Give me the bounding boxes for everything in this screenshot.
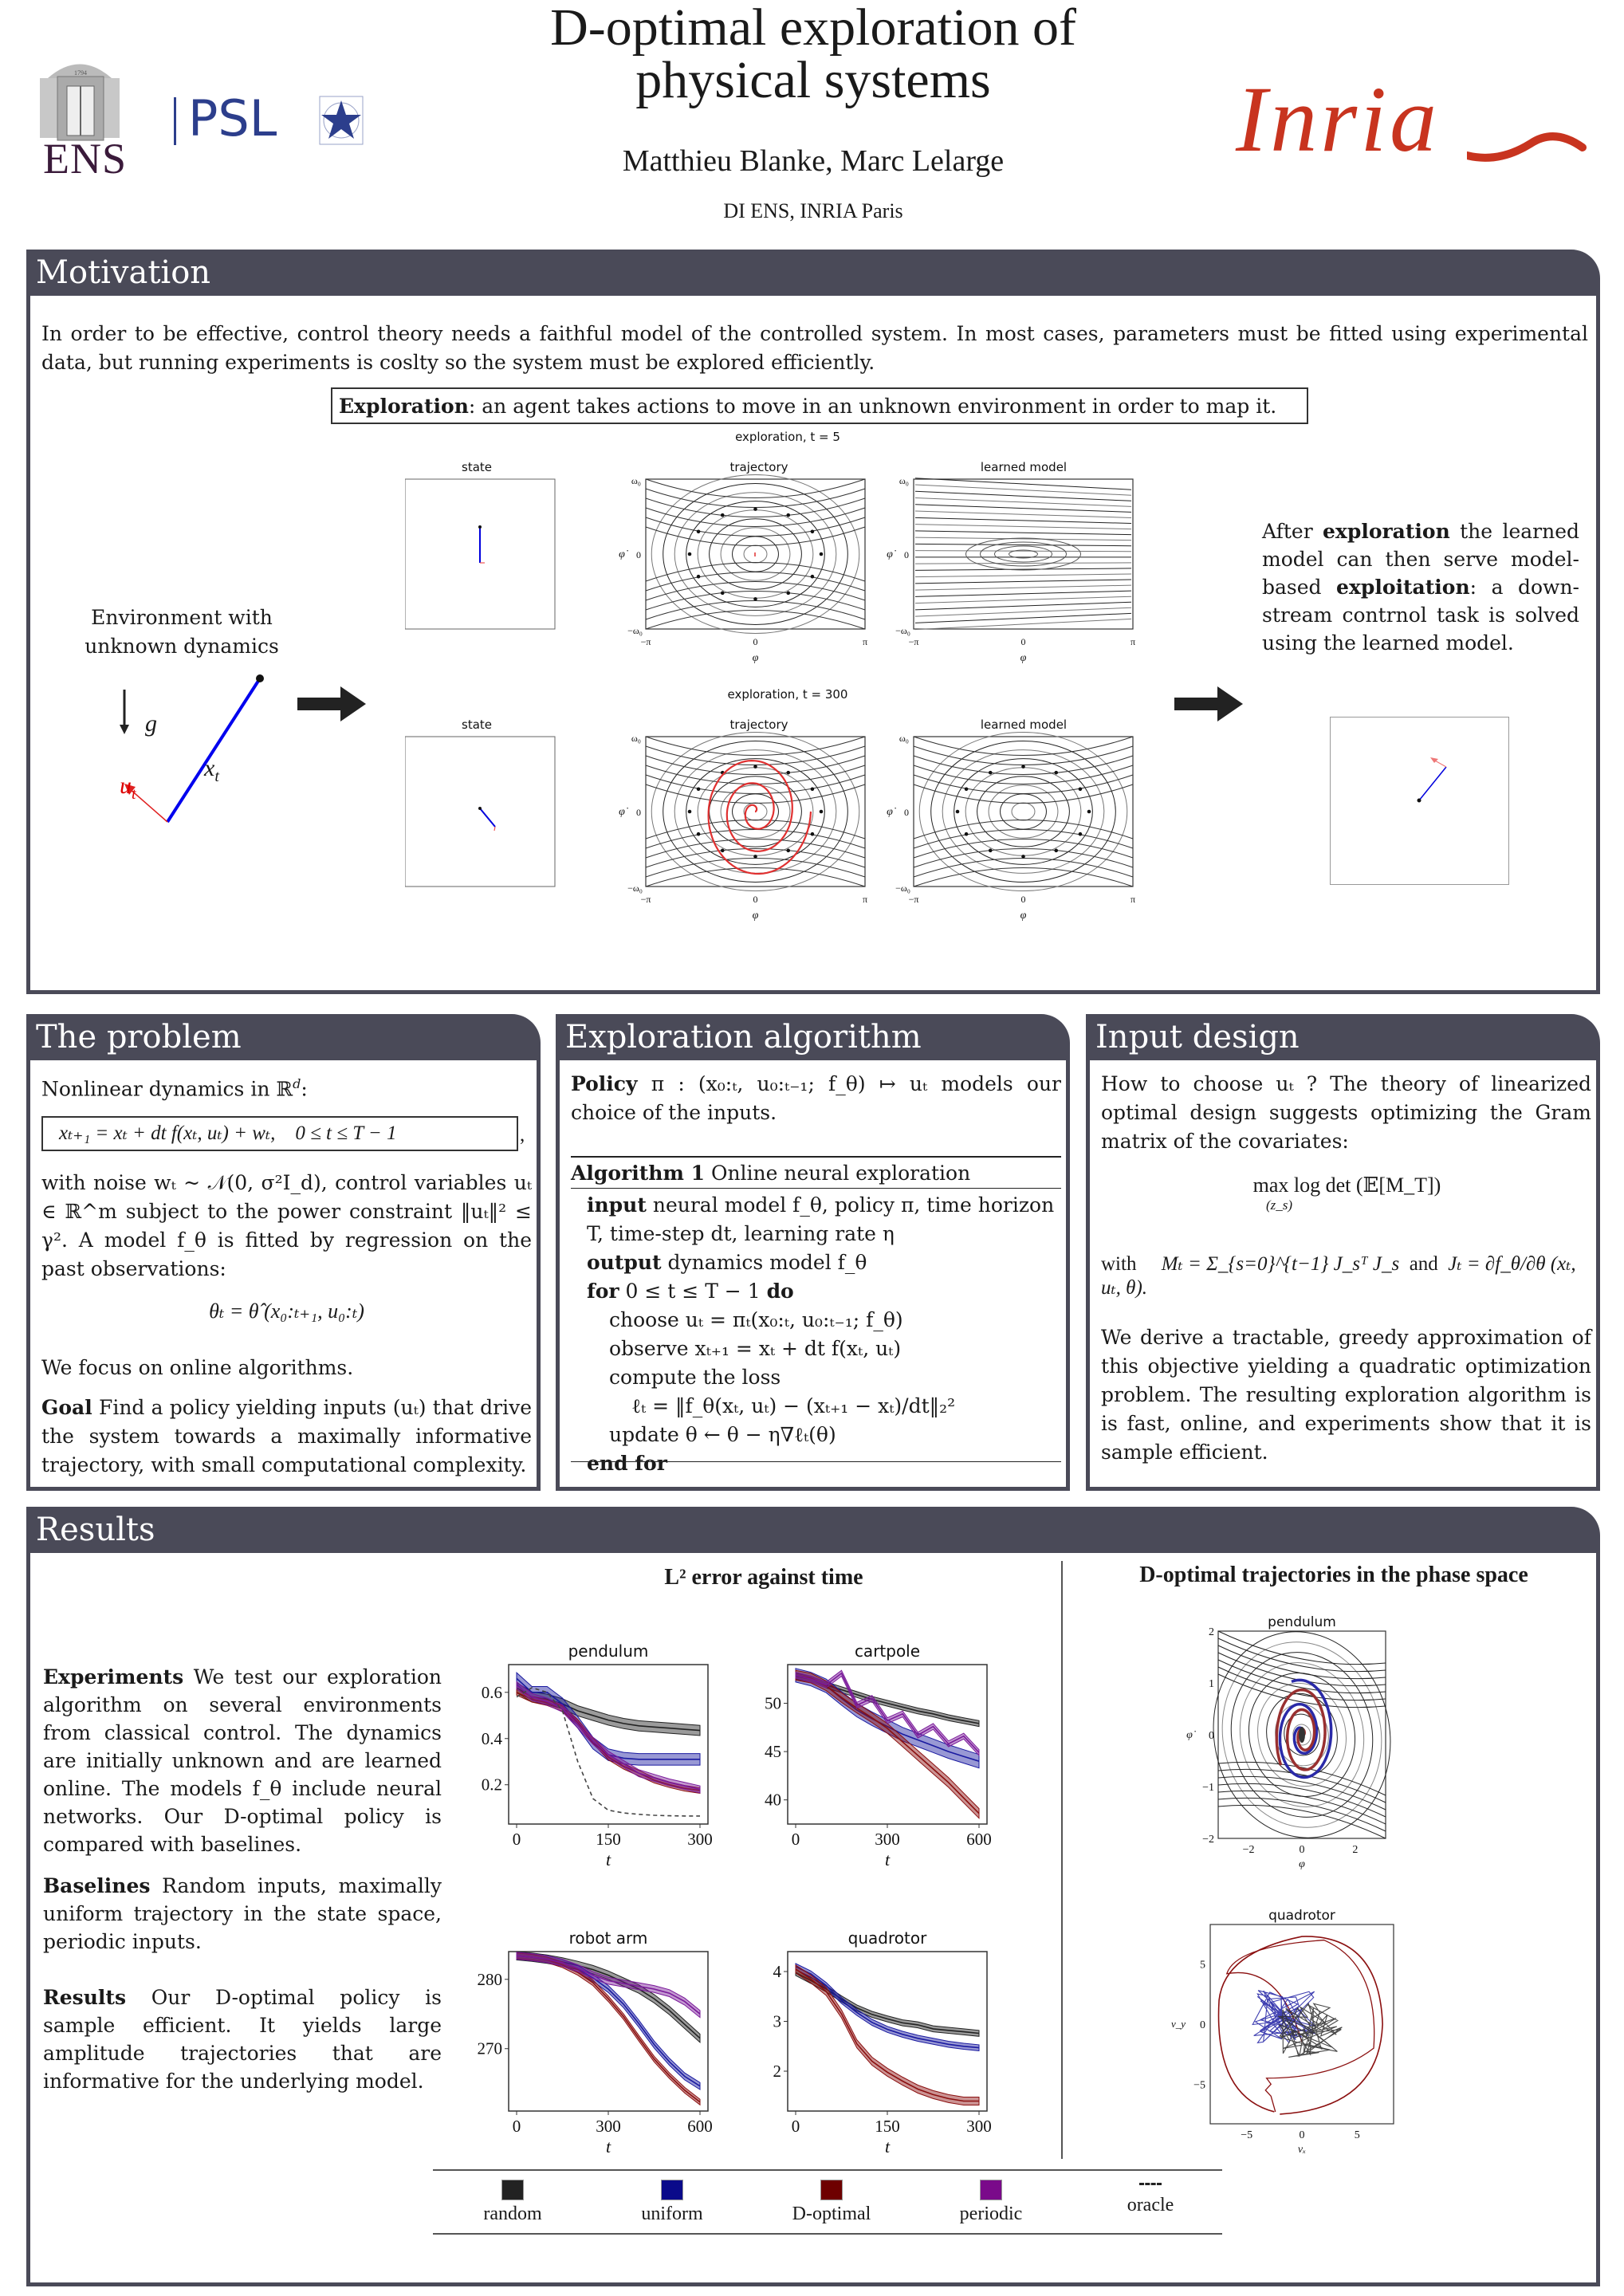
legend-label: oracle (1127, 2195, 1174, 2215)
inria-wordmark: Inria (1236, 67, 1440, 171)
problem-block (26, 1060, 541, 1491)
exploration-row (405, 681, 1170, 936)
tick-label: 0 (753, 636, 758, 647)
tick-label: −ω₀ (895, 883, 910, 894)
y-axis-label: v_y (1170, 2018, 1186, 2030)
algorithm-caption: Algorithm 1 Online neural exploration (571, 1162, 971, 1185)
motivation-block (26, 296, 1600, 994)
stream-arrow-icon (811, 575, 815, 579)
x-tick-label: 0 (791, 1830, 800, 1849)
poster-title (383, 2, 1244, 107)
x-tick-label: 0 (791, 2117, 800, 2136)
stream-arrow-icon (820, 552, 824, 556)
algorithm-line: ℓₜ = ‖f_θ(xₜ, uₜ) − (xₜ₊₁ − xₜ)/dt‖₂² (631, 1394, 956, 1417)
arrow-right-icon (297, 686, 369, 721)
chart-title: quadrotor (1268, 1908, 1335, 1924)
l2-error-charts (461, 1601, 1051, 2183)
line-chart-robot-arm (478, 1928, 713, 2156)
axis-label: φ̇ (887, 806, 893, 818)
algorithm-block (556, 1060, 1070, 1491)
pendulum-mass (478, 525, 482, 529)
exploration-row (405, 423, 1170, 678)
x-axis-label: t (605, 1850, 611, 1869)
algorithm-line: choose uₜ = πₜ(x₀:ₜ, u₀:ₜ₋₁; f_θ) (609, 1308, 903, 1331)
panel-title: trajectory (729, 718, 788, 732)
tick-label: π (862, 894, 868, 905)
panel-title: state (462, 460, 492, 474)
environment-label (46, 603, 317, 661)
axis-label: φ̇ (619, 806, 625, 818)
env-label-line2: unknown dynamics (85, 635, 279, 658)
y-tick-label: 50 (765, 1693, 781, 1713)
motivation-title: Motivation (36, 254, 211, 291)
axis-label: φ (1020, 652, 1027, 664)
arrow-right-icon (1174, 686, 1246, 721)
legend-item-uniform (624, 2180, 720, 2225)
y-tick-label: −2 (1202, 1834, 1214, 1846)
x-tick-label: 300 (966, 2117, 992, 2136)
line-chart-quadrotor (773, 1928, 992, 2156)
problem-intro: Nonlinear dynamics in ℝ$^d$: (41, 1076, 308, 1101)
pendulum-rod (167, 678, 260, 822)
stream-arrow-icon (786, 513, 790, 517)
tick-label: −π (908, 894, 919, 905)
legend-item-oracle (1103, 2180, 1198, 2216)
input-design-intro: How to choose uₜ ? The theory of linearized optimal design suggests optimizing the Gram matrix of the covariates: (1101, 1072, 1591, 1153)
plot-frame (914, 479, 1133, 629)
tick-label: 0 (1020, 894, 1026, 905)
stream-arrow-icon (697, 575, 701, 579)
tick-label: −ω₀ (627, 625, 643, 636)
stream-arrow-icon (786, 592, 790, 596)
legend-label: uniform (641, 2204, 703, 2224)
stream-arrow-icon (786, 849, 790, 853)
stream-arrow-icon (989, 849, 993, 853)
y-tick-label: 0.4 (481, 1728, 502, 1748)
problem-focus: We focus on online algorithms. (41, 1356, 354, 1379)
tick-label: −ω₀ (627, 883, 643, 894)
legend-label: random (483, 2204, 542, 2224)
algorithm-body (571, 1191, 1061, 1478)
theta-equation: θₜ = θ̂ (x₀:ₜ₊₁, u₀:ₜ) (209, 1299, 364, 1323)
stream-arrow-icon (811, 832, 815, 836)
chart-title: pendulum (1268, 1614, 1336, 1630)
x-tick-label: 150 (596, 1830, 621, 1849)
control-label: $u_t$ (120, 773, 136, 803)
x-tick-label: 300 (687, 1830, 713, 1849)
x-axis-label: vₓ (1297, 2144, 1307, 2156)
tick-label: 0 (636, 549, 641, 560)
axis-label: φ (752, 652, 759, 664)
chart-title: quadrotor (847, 1928, 927, 1948)
stream-arrow-icon (956, 810, 960, 814)
tick-label: π (1130, 894, 1136, 905)
title-line-2: physical systems (635, 51, 991, 109)
tick-label: 0 (904, 549, 909, 560)
pendulum-diagram (78, 670, 285, 830)
stream-arrow-icon (1079, 832, 1083, 836)
phase-quadrotor-chart (1162, 1896, 1497, 2167)
pendulum-mass (256, 674, 264, 682)
panel-title: trajectory (729, 460, 788, 474)
stream-arrow-icon (753, 597, 757, 601)
ens-logo (32, 54, 151, 182)
psl-wordmark: PSL (188, 89, 277, 147)
tick-label: π (862, 636, 868, 647)
stream-arrow-icon (989, 771, 993, 775)
y-tick-label: 1 (1209, 1678, 1214, 1690)
y-axis-label: φ̇ (1186, 1729, 1193, 1741)
stream-arrow-icon (1087, 810, 1091, 814)
plot-frame (914, 737, 1133, 887)
stream-arrow-icon (697, 788, 701, 792)
algorithm-line: end for (587, 1452, 667, 1475)
gram-matrix-definition: with Mₜ = Σ_{s=0}^{t−1} J_sᵀ J_s and Jₜ = ∂f_θ/∂θ (xₜ, uₜ, θ). (1101, 1253, 1576, 1299)
x-tick-label: 0 (512, 1830, 521, 1849)
tick-label: ω₀ (899, 733, 909, 744)
line-chart-cartpole (765, 1641, 992, 1869)
y-tick-label: −1 (1202, 1782, 1214, 1794)
x-tick-label: 5 (1354, 2129, 1360, 2141)
state-panel (405, 737, 555, 887)
equation-comma: , (520, 1124, 525, 1146)
tick-label: 0 (1020, 636, 1026, 647)
legend-swatch (820, 2180, 843, 2200)
panel-title: learned model (980, 460, 1068, 474)
pendulum-mass (478, 807, 482, 810)
legend-swatch (980, 2180, 1002, 2200)
line-chart-pendulum (482, 1641, 713, 1869)
tick-label: 0 (904, 807, 909, 818)
stream-arrow-icon (753, 855, 757, 859)
legend-swatch (661, 2180, 683, 2200)
stream-arrow-icon (753, 765, 757, 769)
x-tick-label: −2 (1242, 1844, 1255, 1856)
stream-arrow-icon (1021, 765, 1025, 769)
psl-divider (174, 97, 176, 145)
tick-label: −π (640, 894, 651, 905)
stream-arrow-icon (721, 592, 725, 596)
stream-arrow-icon (1054, 849, 1058, 853)
stream-arrow-icon (721, 513, 725, 517)
inria-swoosh-icon (1467, 120, 1587, 167)
y-tick-label: 0.2 (481, 1775, 502, 1795)
x-axis-label: φ (1299, 1858, 1305, 1870)
x-tick-label: 0 (512, 2117, 521, 2136)
phase-pendulum-chart (1162, 1601, 1497, 1888)
y-tick-label: 280 (477, 1969, 502, 1989)
legend (433, 2175, 1222, 2231)
input-design-header (1086, 1014, 1600, 1060)
exploration-caption: exploration, t = 5 (735, 430, 840, 444)
input-design-block (1086, 1060, 1600, 1491)
legend-item-random (465, 2180, 560, 2225)
results-experiments: Experiments We test our exploration algorithm on several environments from classical control. The dynamics are initially unknown and are learned online. The models f_θ include neural networks. Our D-optimal policy is compared with baselines. (43, 1665, 442, 1856)
algorithm-line: update θ ← θ − η∇ℓₜ(θ) (609, 1423, 836, 1446)
tick-label: 0 (636, 807, 641, 818)
y-tick-label: 3 (773, 2011, 781, 2031)
psl-logo (174, 91, 373, 147)
algorithm-title: Exploration algorithm (565, 1019, 922, 1056)
tick-label: ω₀ (631, 475, 641, 486)
y-tick-label: 0.6 (481, 1682, 502, 1702)
y-tick-label: 2 (1209, 1626, 1214, 1638)
motivation-header (26, 250, 1600, 296)
algorithm-line: observe xₜ₊₁ = xₜ + dt f(xₜ, uₜ) (609, 1337, 902, 1360)
legend-rule-bottom (433, 2233, 1222, 2235)
stream-arrow-icon (721, 849, 725, 853)
exploitation-state-panel (1330, 717, 1510, 886)
y-tick-label: 2 (773, 2062, 781, 2081)
tick-label: ω₀ (631, 733, 641, 744)
axis-label: φ̇ (619, 548, 625, 560)
state-label: $x_t$ (204, 755, 219, 785)
problem-noise-text: with noise wₜ ~ 𝒩(0, σ²I_d), control variables uₜ ∈ ℝ^m subject to the power constraint ‖uₜ‖² ≤ γ². A model f_θ is fitted by regression on the past observations: (41, 1171, 532, 1280)
stream-arrow-icon (965, 788, 969, 792)
x-tick-label: 300 (875, 1830, 900, 1849)
d-optimal-objective: max log det (𝔼[M_T]) (z_s) (1252, 1174, 1441, 1213)
legend-item-periodic (943, 2180, 1039, 2225)
x-tick-label: 300 (596, 2117, 621, 2136)
psl-star-icon (319, 96, 364, 145)
panel-title: learned model (980, 718, 1068, 732)
algorithm-rule-top (571, 1156, 1061, 1158)
algorithm-line: for 0 ≤ t ≤ T − 1 do (587, 1280, 794, 1303)
results-summary: Results Our D-optimal policy is sample efficient. It yields large amplitude trajectories that are informative for the underlying model. (43, 1986, 442, 2093)
authors: Matthieu Blanke, Marc Lelarge (622, 144, 1005, 178)
ens-wordmark: ENS (43, 135, 128, 183)
legend-label: D-optimal (792, 2204, 871, 2224)
y-tick-label: 0 (1209, 1730, 1214, 1742)
x-axis-label: t (605, 2137, 611, 2156)
legend-label: periodic (959, 2204, 1023, 2224)
x-tick-label: 2 (1352, 1844, 1359, 1856)
y-tick-label: 45 (765, 1742, 781, 1762)
y-tick-label: 5 (1200, 1959, 1205, 1972)
motivation-paragraph: In order to be effective, control theory needs a faithful model of the controlled system. In most cases, parameters must be fitted using experimental data, but running experiments is coslty so the system must be explored efficiently. (41, 322, 1588, 374)
x-tick-label: −5 (1241, 2129, 1253, 2141)
algorithm-rule-mid (571, 1188, 1061, 1189)
tick-label: −π (640, 636, 651, 647)
exploitation-text: After exploration the learned model can then serve model-based exploitation: a down-stream contrnol task is solved using the learned model. (1262, 520, 1579, 655)
results-block (26, 1553, 1600, 2286)
phase-space-title: D-optimal trajectories in the phase space (1139, 1563, 1528, 1587)
algorithm-header (556, 1014, 1070, 1060)
stream-arrow-icon (1054, 771, 1058, 775)
x-tick-label: 600 (966, 1830, 992, 1849)
chart-title: robot arm (568, 1928, 648, 1948)
chart-title: pendulum (568, 1641, 649, 1661)
results-baselines: Baselines Random inputs, maximally uniform trajectory in the state space, periodic inputs. (43, 1874, 442, 1953)
stream-arrow-icon (811, 788, 815, 792)
x-axis-label: t (884, 1850, 891, 1869)
stream-arrow-icon (1079, 788, 1083, 792)
tick-label: −ω₀ (895, 625, 910, 636)
stream-arrow-icon (786, 771, 790, 775)
title-line-1: D-optimal exploration of (550, 0, 1076, 57)
input-design-conclusion: We derive a tractable, greedy approximation of this objective yielding a quadratic optimization problem. The resulting exploration algorithm is is fast, online, and experiments show that it is sample efficient. (1101, 1326, 1591, 1464)
panel-title: state (462, 718, 492, 732)
env-label-line1: Environment with (91, 606, 273, 629)
stream-arrow-icon (688, 552, 692, 556)
stream-arrow-icon (820, 810, 824, 814)
stream-arrow-icon (753, 507, 757, 511)
stream-arrow-icon (1021, 855, 1025, 859)
algorithm-line: compute the loss (609, 1366, 781, 1389)
stream-arrow-icon (811, 530, 815, 534)
results-title: Results (36, 1512, 155, 1548)
stream-arrow-icon (965, 832, 969, 836)
problem-header (26, 1014, 541, 1060)
y-tick-label: 270 (477, 2038, 502, 2058)
axis-label: φ (752, 910, 759, 922)
tick-label: −π (908, 636, 919, 647)
tick-label: π (1130, 636, 1136, 647)
results-divider (1061, 1561, 1063, 2159)
axis-label: φ̇ (887, 548, 893, 560)
gravity-label: g⃗ (145, 710, 176, 737)
policy-definition: Policy π : (x₀:ₜ, u₀:ₜ₋₁; f_θ) ↦ uₜ models our choice of the inputs. (571, 1072, 1061, 1124)
y-tick-label: 4 (773, 1962, 781, 1981)
dynamics-equation: xₜ₊₁ = xₜ + dt f(xₜ, uₜ) + wₜ, 0 ≤ t ≤ T − 1 (41, 1116, 518, 1151)
exploration-rest: : an agent takes actions to move in an unknown environment in order to map it. (468, 395, 1277, 418)
x-axis-label: t (884, 2137, 891, 2156)
affiliation: DI ENS, INRIA Paris (723, 199, 903, 222)
y-tick-label: 40 (765, 1790, 781, 1810)
legend-rule-top (433, 2169, 1222, 2171)
tick-label: 0 (753, 894, 758, 905)
y-tick-label: 0 (1200, 2019, 1205, 2031)
algorithm-line: output dynamics model f_θ (587, 1251, 867, 1274)
problem-title: The problem (36, 1019, 242, 1056)
x-tick-label: 0 (1299, 2129, 1305, 2141)
input-design-title: Input design (1095, 1019, 1300, 1056)
algorithm-line: input neural model f_θ, policy π, time horizon T, time-step dt, learning rate η (587, 1193, 1055, 1245)
stream-arrow-icon (697, 832, 701, 836)
inria-logo (1236, 64, 1587, 183)
exploration-caption: exploration, t = 300 (727, 687, 848, 702)
algorithm-rule-bottom (571, 1461, 1061, 1462)
x-tick-label: 0 (1299, 1844, 1305, 1856)
equilibrium-marker (1299, 1727, 1305, 1743)
l2-error-title: L² error against time (664, 1565, 863, 1590)
axis-label: φ (1020, 910, 1027, 922)
exploration-bold: Exploration (339, 395, 469, 418)
x-tick-label: 150 (875, 2117, 900, 2136)
x-tick-label: 600 (687, 2117, 713, 2136)
svg-text:1794: 1794 (74, 69, 87, 77)
results-header (26, 1507, 1600, 1553)
exploration-definition (331, 387, 1308, 424)
problem-goal: Goal Find a policy yielding inputs (uₜ) that drive the system towards a maximally informative trajectory, with small computational complexity. (41, 1396, 532, 1476)
stream-arrow-icon (697, 530, 701, 534)
chart-title: cartpole (854, 1641, 921, 1661)
tick-label: ω₀ (899, 475, 909, 486)
legend-item-doptimal (784, 2180, 879, 2225)
y-tick-label: −5 (1193, 2079, 1205, 2092)
legend-swatch (501, 2180, 524, 2200)
stream-arrow-icon (688, 810, 692, 814)
legend-dash-icon (1139, 2183, 1162, 2185)
